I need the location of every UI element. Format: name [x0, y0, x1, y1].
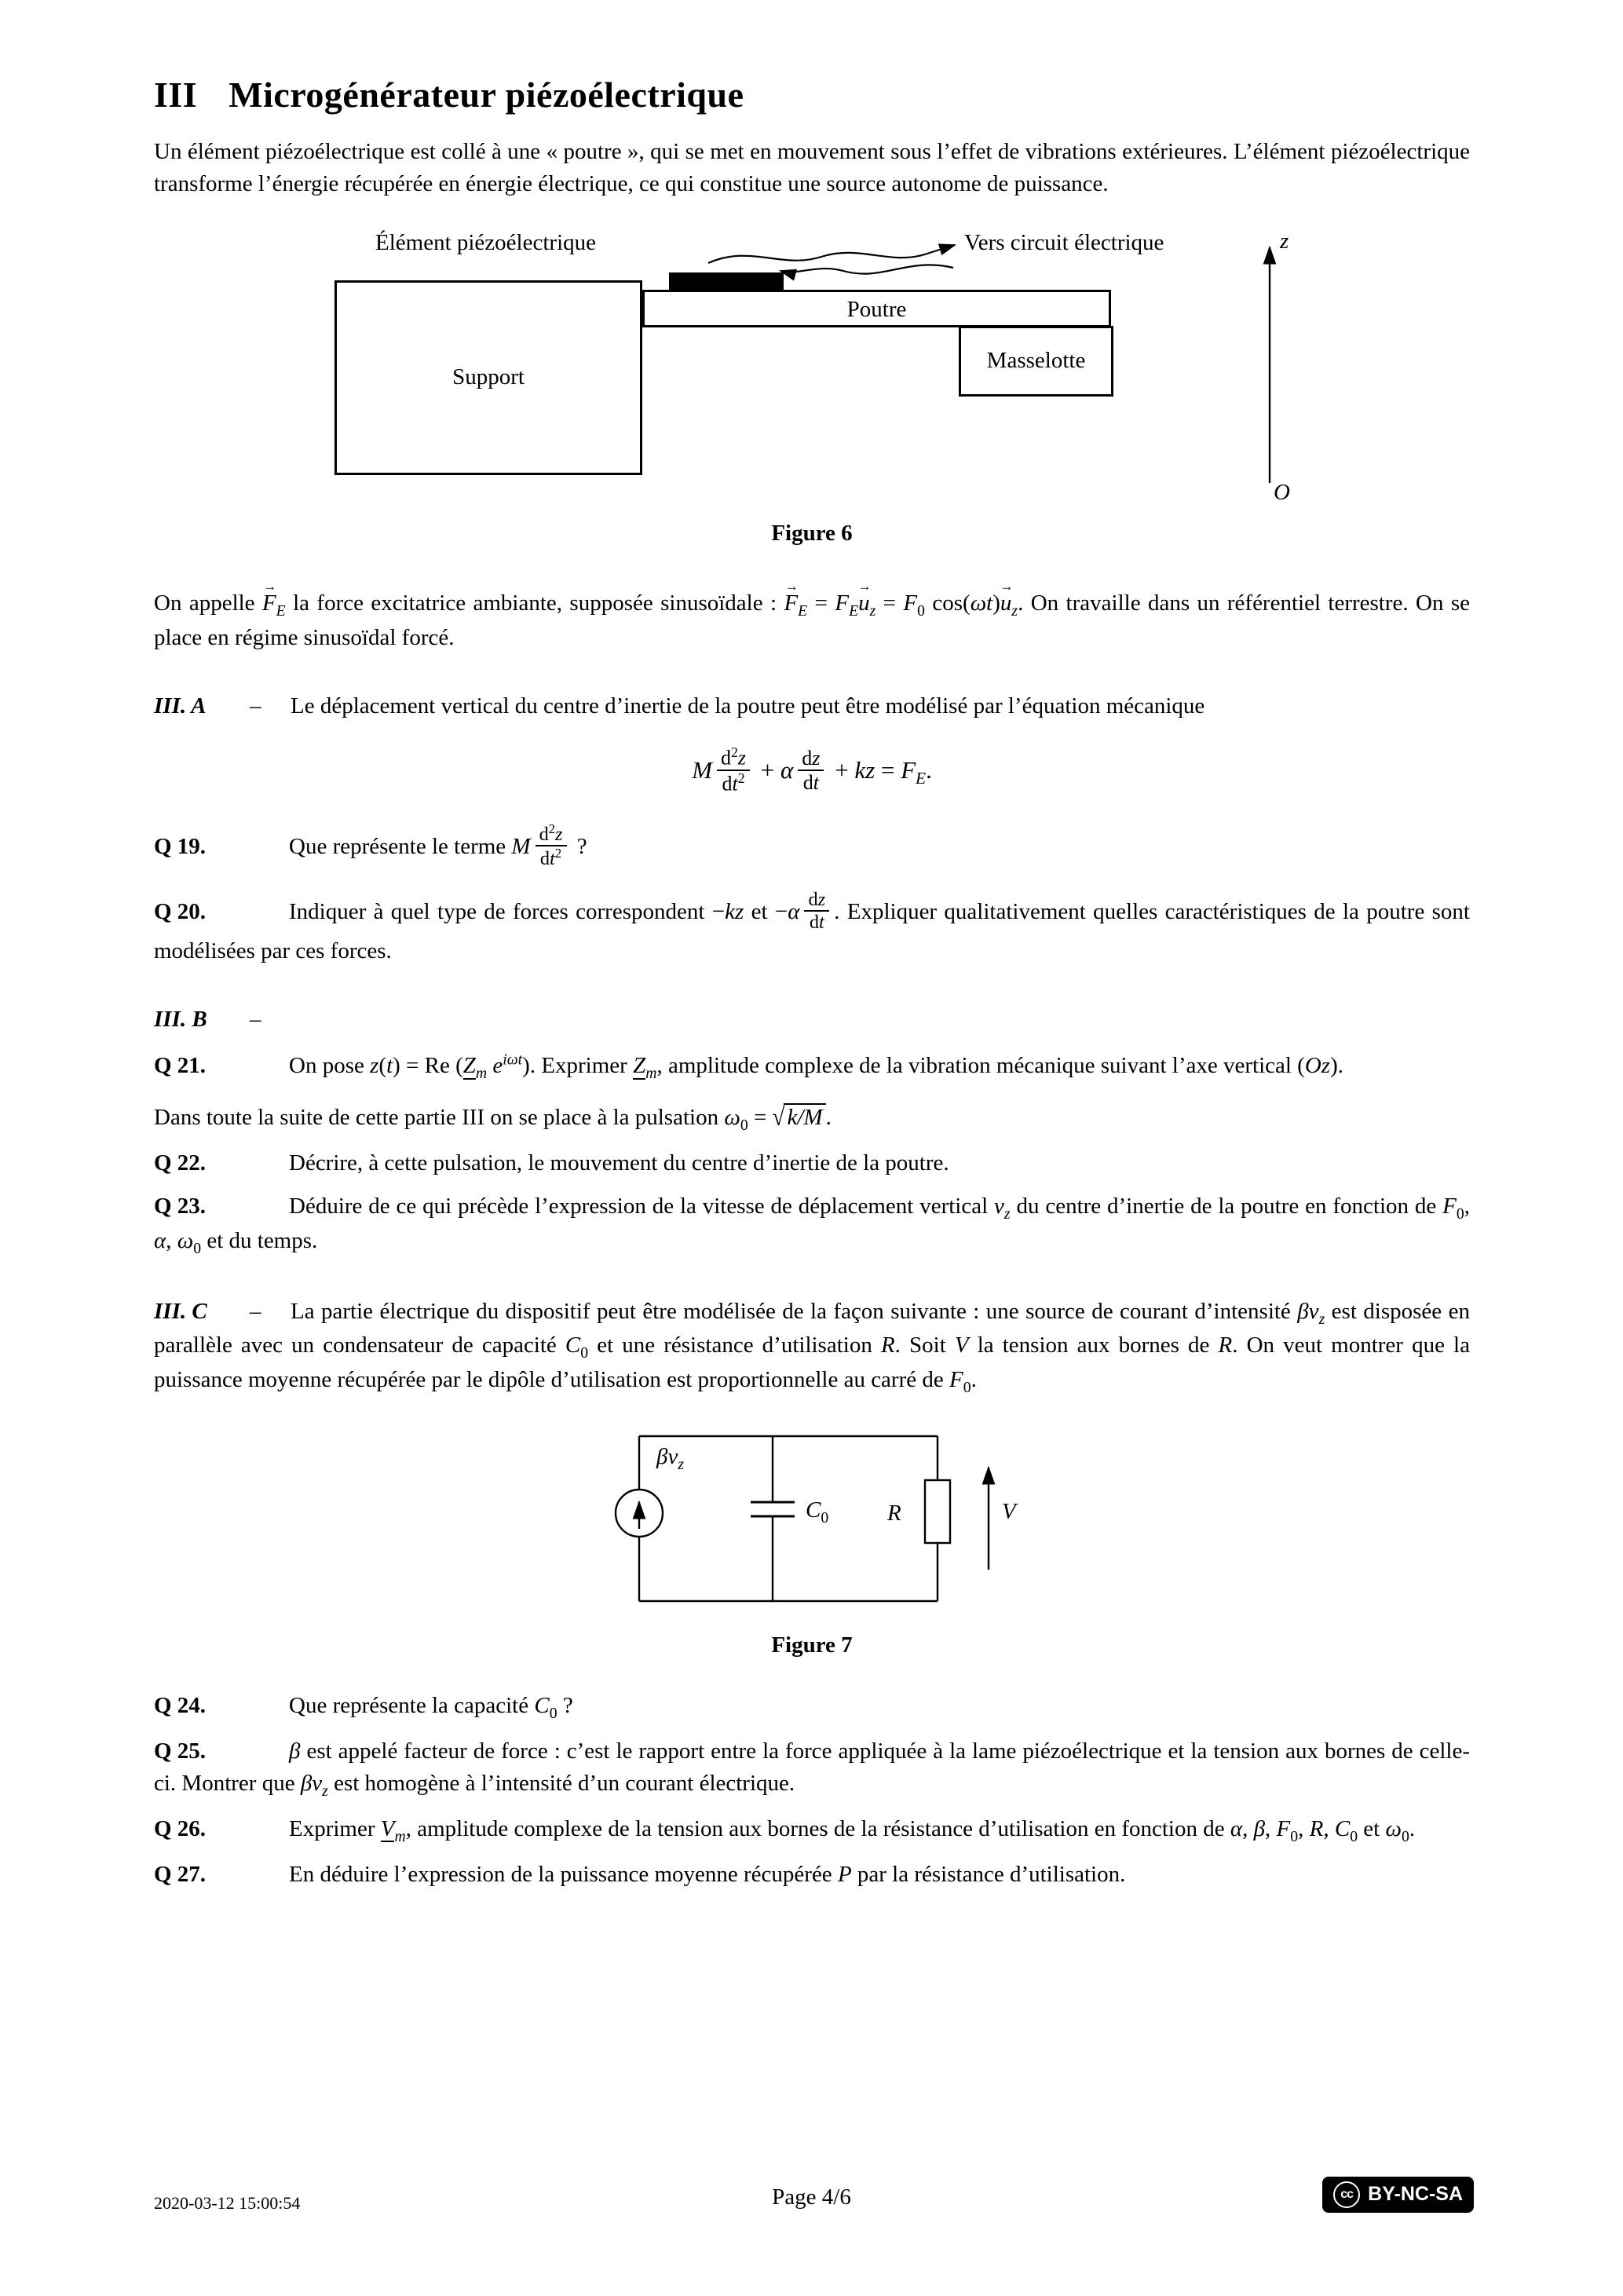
question-text: Que représente le terme M $\frac{d^2z}{dt^2}$ ?: [289, 821, 587, 870]
section-c-dash: –: [250, 1298, 261, 1324]
question-q19: [154, 821, 1470, 872]
question-text: Indiquer à quel type de forces correspondent −kz et −α $\frac{dz}{dt}$ . Expliquer qualitativement quelles caractéristiques de la poutre sont modélisées par ces forces.: [154, 888, 1470, 964]
question-label: Q 21.: [154, 1053, 207, 1079]
section-b-label: III. B: [154, 1007, 207, 1033]
source-label: $\beta v_z$: [656, 1444, 684, 1473]
section-c-heading: [154, 1296, 1470, 1398]
force-paragraph: On appelle $F \to_E$ la force excitatrice ambiante, supposée sinusoïdale : $F \to_E = F_Eu \to_z = F_0$ $\cos(\omega t)u \to_z$. On travaille dans un référentiel terrestre. On se place en régime sinusoïdal forcé.: [154, 587, 1470, 654]
section-b-dash: –: [250, 1007, 261, 1033]
section-a-dash: –: [250, 693, 261, 719]
z-axis-label: z: [1280, 228, 1289, 254]
question-q22: [154, 1147, 1470, 1179]
question-q20: [154, 888, 1470, 968]
origin-label: O: [1274, 479, 1290, 505]
pulsation-note: Dans toute la suite de cette partie III on se place à la pulsation $\omega_0$ = √ k/M .: [154, 1103, 832, 1134]
footer-timestamp: 2020-03-12 15:00:54: [154, 2193, 301, 2213]
section-number: III: [154, 75, 198, 115]
question-q21: [154, 1049, 1470, 1084]
question-text: β est appelé facteur de force : c’est le rapport entre la force appliquée à la lame piézoélectrique et la tension aux bornes de celle-ci. Montrer que $\beta v_z$ est homogène à l’intensité d’un courant électrique.: [154, 1738, 1470, 1800]
wire-to-circuit: [708, 245, 955, 263]
section-heading: [154, 75, 1470, 115]
footer-page-number: Page 4/6: [772, 2184, 851, 2210]
mass-label: Masselotte: [986, 348, 1086, 374]
question-text: Déduire de ce qui précède l’expression de la vitesse de déplacement vertical $v_z$ du centre d’inertie de la poutre en fonction de $F_0$, α, $\omega_0$ et du temps.: [154, 1194, 1470, 1257]
support-box: [334, 280, 642, 475]
question-text: Que représente la capacité $C_0$ ?: [289, 1693, 573, 1722]
question-q24: [154, 1690, 1470, 1724]
piezo-element-label: Élément piézoélectrique: [375, 229, 596, 255]
question-q23: [154, 1190, 1470, 1260]
beam-box: [642, 290, 1111, 327]
question-label: Q 24.: [154, 1693, 207, 1719]
section-a-text: Le déplacement vertical du centre d’inertie de la poutre peut être modélisé par l’équation mécanique: [291, 693, 1205, 719]
question-text: En déduire l’expression de la puissance moyenne récupérée P par la résistance d’utilisation.: [289, 1861, 1126, 1887]
question-label: Q 20.: [154, 898, 207, 924]
question-q27: [154, 1859, 1470, 1891]
question-label: Q 25.: [154, 1738, 207, 1764]
to-circuit-label: Vers circuit électrique: [964, 229, 1164, 255]
section-c-text: La partie électrique du dispositif peut être modélisée de la façon suivante : une source de courant d’intensité $\beta v_z$ est disposée en parallèle avec un condensateur de capacité $C_0$ et une résistance d’utilisation R. Soit V la tension aux bornes de R. On veut montrer que la puissance moyenne récupérée par le dipôle d’utilisation est proportionnelle au carré de $F_0$.: [154, 1298, 1470, 1397]
section-title: Microgénérateur piézoélectrique: [228, 75, 744, 115]
section-a-label: III. A: [154, 693, 207, 719]
beam-label: Poutre: [846, 296, 907, 322]
question-label: Q 23.: [154, 1194, 207, 1219]
circuit-diagram: [561, 1420, 1063, 1618]
question-q26: [154, 1813, 1470, 1848]
wire-to-piezo: [780, 265, 953, 273]
figure-7: [154, 1420, 1470, 1662]
voltage-label: V: [1002, 1499, 1016, 1525]
content-column: [154, 0, 1470, 1891]
question-q25: [154, 1735, 1470, 1802]
license-badge: [1322, 2177, 1474, 2213]
question-text: On pose z(t) = Re ($Z_m$ $e^{i\omega t}$). Exprimer $Z_m$, amplitude complexe de la vibration mécanique suivant l’axe vertical (Oz).: [289, 1051, 1343, 1083]
capacitor-label: $C_0$: [806, 1497, 829, 1526]
piezo-element-block: [669, 272, 784, 290]
question-label: Q 19.: [154, 833, 207, 859]
license-label: BY-NC-SA: [1368, 2183, 1463, 2206]
question-label: Q 26.: [154, 1815, 207, 1841]
support-label: Support: [452, 364, 525, 390]
question-label: Q 22.: [154, 1150, 207, 1175]
mass-box: [959, 326, 1113, 397]
figure-6-caption: Figure 6: [771, 520, 853, 546]
intro-paragraph: Un élément piézoélectrique est collé à une « poutre », qui se met en mouvement sous l’effet de vibrations extérieures. L’élément piézoélectrique transforme l’énergie récupérée en énergie électrique, ce qui constitue une source autonome de puissance.: [154, 138, 1470, 196]
section-c-label: III. C: [154, 1298, 207, 1324]
question-label: Q 27.: [154, 1861, 207, 1887]
resistor-label: R: [887, 1501, 901, 1526]
question-text: Décrire, à cette pulsation, le mouvement du centre d’inertie de la poutre.: [289, 1150, 949, 1175]
section-a-heading: [154, 690, 1470, 722]
figure-7-caption: Figure 7: [771, 1632, 853, 1658]
cc-icon: cc: [1333, 2181, 1360, 2208]
question-text: Exprimer $V_m$, amplitude complexe de la tension aux bornes de la résistance d’utilisation en fonction de α, β, $F_0$, R, $C_0$ et $\omega_0$.: [289, 1815, 1416, 1845]
resistor-icon: [925, 1480, 950, 1543]
mechanical-equation: M $\frac{d^2z}{dt^2}$ + α $\frac{dz}{dt}$ + kz = $F_E$.: [692, 744, 932, 795]
section-b-heading: [154, 1004, 1470, 1036]
figure-6: [154, 224, 1470, 505]
